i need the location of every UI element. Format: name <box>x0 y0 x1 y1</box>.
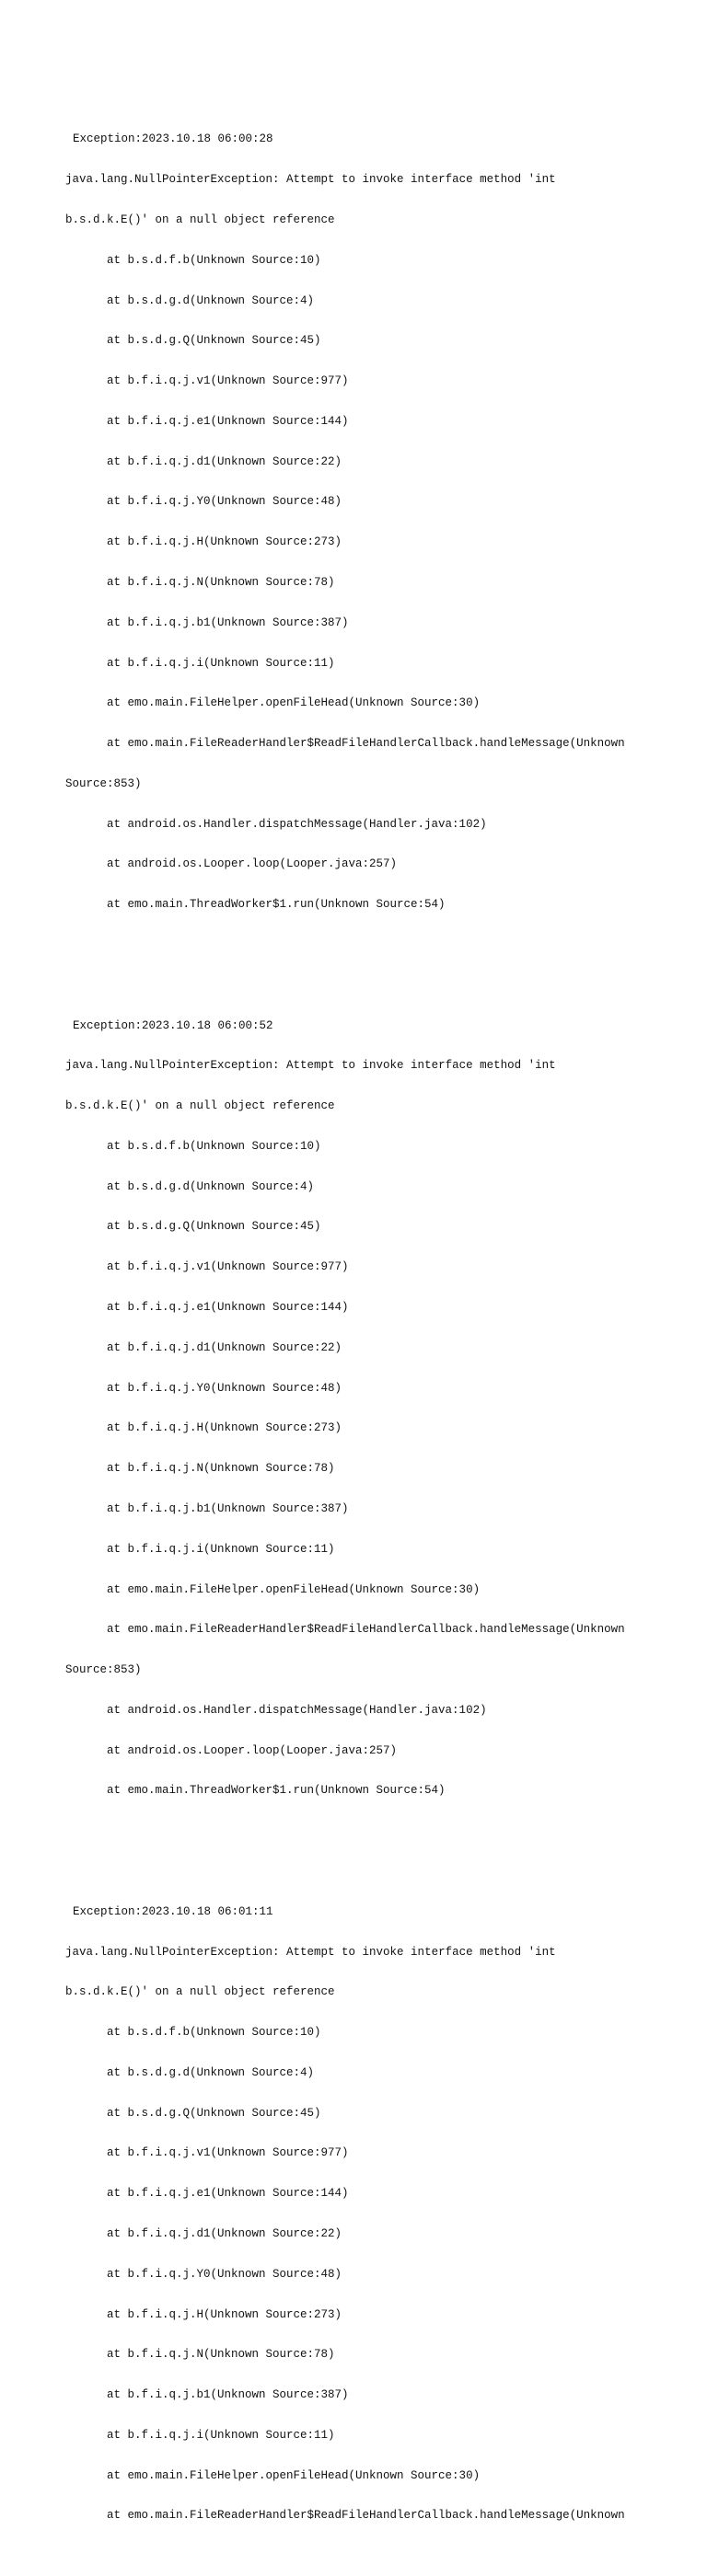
stack-frame: at android.os.Looper.loop(Looper.java:257) <box>107 1743 398 1757</box>
stack-frame: at b.s.d.f.b(Unknown Source:10) <box>107 2026 321 2040</box>
stack-frame: at b.f.i.q.j.i(Unknown Source:11) <box>107 656 335 670</box>
stack-frame: at b.f.i.q.j.v1(Unknown Source:977) <box>107 2146 349 2160</box>
stack-frame: at b.f.i.q.j.Y0(Unknown Source:48) <box>107 495 342 509</box>
stack-frame: at b.f.i.q.j.b1(Unknown Source:387) <box>107 1501 349 1515</box>
log-document <box>65 79 701 2576</box>
stack-frame: at b.s.d.g.d(Unknown Source:4) <box>107 2065 315 2079</box>
stack-frame: at emo.main.ThreadWorker$1.run(Unknown Source:54) <box>107 898 446 912</box>
stack-frame: at b.f.i.q.j.i(Unknown Source:11) <box>107 2428 335 2442</box>
stack-frame: at b.s.d.f.b(Unknown Source:10) <box>107 253 321 267</box>
stack-frame: at emo.main.FileHelper.openFileHead(Unknown Source:30) <box>107 2468 481 2482</box>
stack-frame: at b.f.i.q.j.v1(Unknown Source:977) <box>107 1260 349 1274</box>
stack-frame: at b.s.d.g.Q(Unknown Source:45) <box>107 2106 321 2120</box>
stack-frame: at b.f.i.q.j.Y0(Unknown Source:48) <box>107 1381 342 1395</box>
stack-frame: at b.f.i.q.j.d1(Unknown Source:22) <box>107 454 342 468</box>
stack-frame: at emo.main.ThreadWorker$1.run(Unknown Source:54) <box>107 1784 446 1798</box>
stack-frame: at b.s.d.g.Q(Unknown Source:45) <box>107 334 321 348</box>
stack-frame: at b.f.i.q.j.i(Unknown Source:11) <box>107 1542 335 1556</box>
stack-frame: at b.f.i.q.j.H(Unknown Source:273) <box>107 535 342 549</box>
log-line: b.s.d.k.E()' on a null object reference <box>65 213 335 226</box>
stack-frame: at b.f.i.q.j.N(Unknown Source:78) <box>107 575 335 589</box>
log-line: java.lang.NullPointerException: Attempt to invoke interface method 'int <box>65 1945 556 1959</box>
stack-frame: at android.os.Looper.loop(Looper.java:257) <box>107 857 398 871</box>
stack-frame: at b.f.i.q.j.H(Unknown Source:273) <box>107 2307 342 2321</box>
stack-frame: at b.f.i.q.j.e1(Unknown Source:144) <box>107 1301 349 1315</box>
stack-frame: at b.f.i.q.j.N(Unknown Source:78) <box>107 1462 335 1476</box>
stack-frame: at emo.main.FileReaderHandler$ReadFileHandlerCallback.handleMessage(Unknown <box>107 2509 625 2523</box>
exception-header: Exception:2023.10.18 06:00:52 <box>73 1018 273 1032</box>
stack-frame: at b.f.i.q.j.b1(Unknown Source:387) <box>107 615 349 629</box>
stack-frame: at emo.main.FileReaderHandler$ReadFileHandlerCallback.handleMessage(Unknown <box>107 737 625 751</box>
stack-frame: at b.s.d.g.Q(Unknown Source:45) <box>107 1220 321 1234</box>
stack-frame: at b.f.i.q.j.v1(Unknown Source:977) <box>107 374 349 388</box>
exception-header: Exception:2023.10.18 06:01:11 <box>73 1904 273 1918</box>
stack-frame: at emo.main.FileHelper.openFileHead(Unknown Source:30) <box>107 696 481 710</box>
stack-frame: at emo.main.FileReaderHandler$ReadFileHandlerCallback.handleMessage(Unknown <box>107 1623 625 1637</box>
log-line: java.lang.NullPointerException: Attempt to invoke interface method 'int <box>65 173 556 187</box>
stack-frame: at b.f.i.q.j.b1(Unknown Source:387) <box>107 2388 349 2402</box>
stack-frame: at b.s.d.g.d(Unknown Source:4) <box>107 1179 315 1193</box>
stack-frame: at b.f.i.q.j.d1(Unknown Source:22) <box>107 1340 342 1354</box>
stack-frame: at b.f.i.q.j.Y0(Unknown Source:48) <box>107 2267 342 2281</box>
stack-frame: at b.f.i.q.j.d1(Unknown Source:22) <box>107 2227 342 2240</box>
exception-block <box>65 106 701 938</box>
stack-frame: at android.os.Handler.dispatchMessage(Handler.java:102) <box>107 1703 487 1717</box>
stack-frame: at b.f.i.q.j.e1(Unknown Source:144) <box>107 2187 349 2201</box>
exception-block <box>65 1879 701 2550</box>
stack-frame: at b.s.d.g.d(Unknown Source:4) <box>107 293 315 307</box>
stack-frame: at b.f.i.q.j.N(Unknown Source:78) <box>107 2348 335 2362</box>
log-line: java.lang.NullPointerException: Attempt to invoke interface method 'int <box>65 1059 556 1073</box>
stack-frame: at emo.main.FileHelper.openFileHead(Unknown Source:30) <box>107 1582 481 1596</box>
stack-frame: at b.s.d.f.b(Unknown Source:10) <box>107 1139 321 1153</box>
log-line: b.s.d.k.E()' on a null object reference <box>65 1099 335 1113</box>
log-line: b.s.d.k.E()' on a null object reference <box>65 1985 335 1999</box>
exception-header: Exception:2023.10.18 06:00:28 <box>73 132 273 146</box>
log-line: Source:853) <box>65 776 142 790</box>
stack-frame: at b.f.i.q.j.e1(Unknown Source:144) <box>107 414 349 428</box>
stack-frame: at b.f.i.q.j.H(Unknown Source:273) <box>107 1421 342 1435</box>
exception-block <box>65 992 701 1824</box>
stack-frame: at android.os.Handler.dispatchMessage(Handler.java:102) <box>107 817 487 831</box>
log-line: Source:853) <box>65 1663 142 1677</box>
